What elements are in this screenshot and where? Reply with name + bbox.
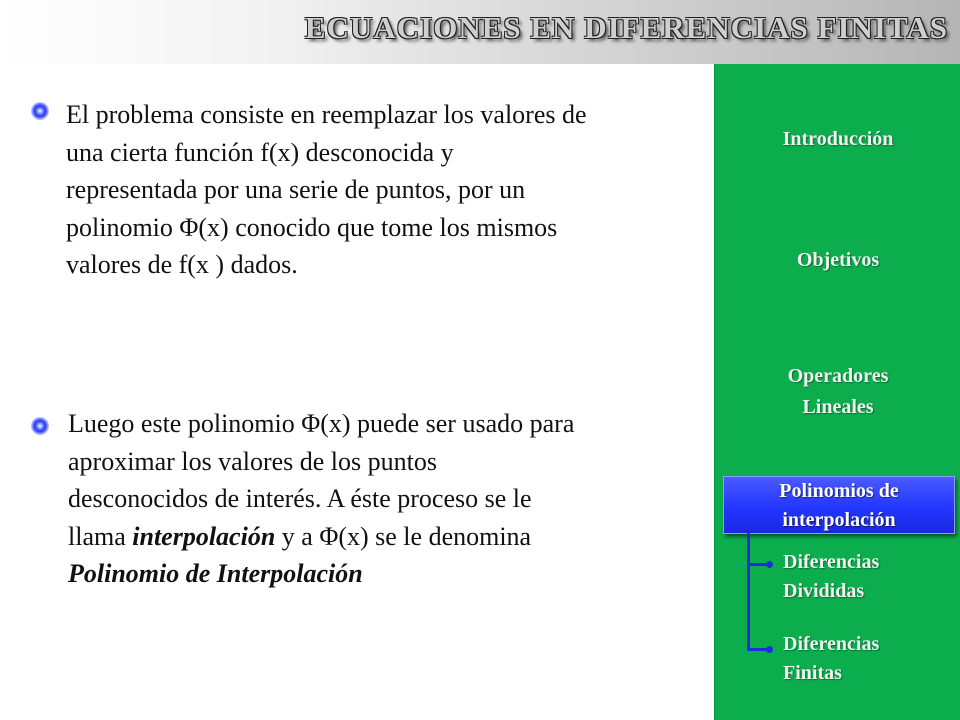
paragraph-interpolation (68, 405, 574, 593)
nav-item-label: Lineales (802, 396, 874, 418)
nav-item-introduccion[interactable]: Introducción (782, 128, 894, 150)
dot-icon (766, 561, 773, 568)
paragraph-line: valores de f(x ) dados. (66, 250, 298, 279)
nav-item-objetivos[interactable]: Objetivos (796, 249, 880, 271)
paragraph-line (68, 518, 574, 556)
nav-subitem-label: Diferencias (783, 551, 880, 573)
nav-subitem-label: Diferencias (783, 633, 880, 655)
paragraph-line: aproximar los valores de los puntos (68, 446, 437, 476)
text-run: y a Φ(x) se le denomina (275, 521, 532, 551)
paragraph-line: polinomio Φ(x) conocido que tome los mismos (66, 212, 558, 242)
nav-item-operadores-lineales[interactable] (715, 361, 960, 423)
slide-title: ECUACIONES EN DIFERENCIAS FINITAS (304, 10, 948, 45)
paragraph-line: El problema consiste en reemplazar los valores de (66, 100, 587, 129)
nav-item-label (724, 477, 954, 535)
tree-connector-line (747, 533, 750, 651)
nav-item-polinomios-de-interpolacion[interactable] (723, 476, 955, 534)
nav-subitem-diferencias-divididas[interactable] (783, 548, 879, 606)
nav-subitem-diferencias-finitas[interactable] (783, 630, 879, 688)
paragraph-line: representada por una serie de puntos, por un (66, 175, 526, 204)
bullet-icon (31, 417, 49, 435)
nav-item-label-line: Polinomios de (779, 480, 899, 502)
text-run: llama (68, 521, 133, 551)
paragraph-line: desconocidos de interés. A éste proceso se le (68, 484, 532, 513)
nav-subitem-label: Divididas (783, 580, 865, 602)
nav-item-label: Operadores (787, 365, 889, 387)
sidebar-nav (714, 64, 960, 720)
term-polinomio-de-interpolacion: Polinomio de Interpolación (68, 559, 363, 588)
paragraph-line (68, 555, 574, 593)
title-bar (0, 0, 960, 64)
paragraph-intro (66, 96, 587, 284)
dot-icon (766, 646, 773, 653)
paragraph-line: una cierta función f(x) desconocida y (66, 137, 454, 167)
term-interpolacion: interpolación (132, 521, 276, 551)
bullet-icon (31, 102, 49, 120)
paragraph-line: Luego este polinomio Φ(x) puede ser usado para (68, 409, 575, 438)
nav-item-label-line: interpolación (782, 509, 896, 531)
nav-subitem-label: Finitas (783, 662, 842, 684)
